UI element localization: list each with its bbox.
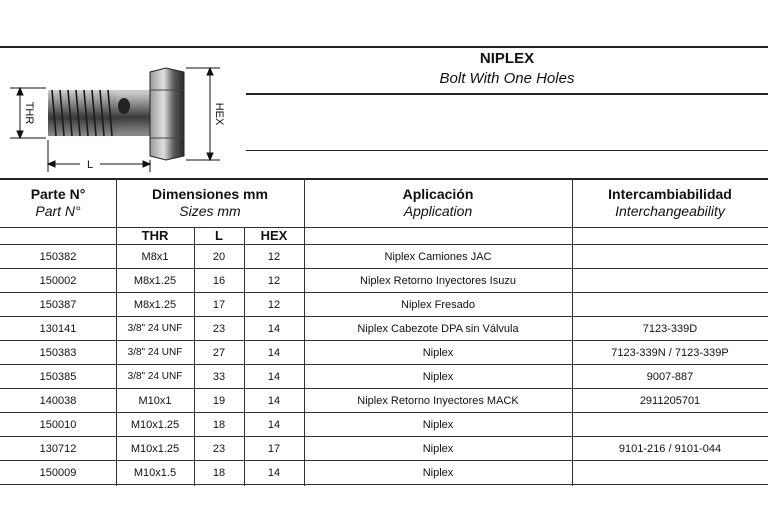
cell-thr: M8x1.25 — [133, 299, 177, 311]
product-title: NIPLEX — [479, 50, 535, 67]
cell-l: 16 — [212, 275, 226, 287]
cell-hex: 12 — [267, 299, 281, 311]
cell-inter — [572, 413, 768, 437]
cell-app: Niplex — [422, 347, 454, 359]
cell-thr: 3/8" 24 UNF — [127, 371, 183, 382]
cell-l: 18 — [212, 419, 226, 431]
header-part-number: Parte N° Part N° — [30, 186, 86, 219]
cell-app: Niplex Cabezote DPA sin Válvula — [357, 323, 519, 335]
header-application: Aplicación Application — [402, 186, 474, 219]
table-row — [0, 461, 768, 485]
cell-l: 19 — [212, 395, 226, 407]
cell-thr: M8x1 — [141, 251, 169, 263]
cell-l: 18 — [212, 467, 226, 479]
cell-app: Niplex Retorno Inyectores Isuzu — [360, 275, 516, 287]
header-rule-lower — [246, 150, 768, 151]
thr-label: THR — [23, 101, 35, 125]
cell-l: 17 — [212, 299, 226, 311]
cell-hex: 14 — [267, 419, 281, 431]
cell-inter — [572, 293, 768, 317]
cell-inter: 9101-216 / 9101-044 — [618, 443, 722, 455]
cell-app: Niplex — [422, 419, 454, 431]
top-rule — [0, 46, 768, 48]
table-row — [0, 365, 768, 389]
cell-part: 150385 — [39, 371, 77, 383]
cell-part: 150382 — [39, 251, 77, 263]
cell-inter: 2911205701 — [639, 395, 701, 407]
table-row — [0, 413, 768, 437]
subheader-l: L — [215, 228, 223, 243]
cell-app: Niplex — [422, 371, 454, 383]
cell-inter: 9007-887 — [646, 371, 694, 383]
cell-inter — [572, 245, 768, 269]
cell-hex: 17 — [267, 443, 281, 455]
cell-thr: M8x1.25 — [133, 275, 177, 287]
table-row — [0, 293, 768, 317]
cell-part: 140038 — [39, 395, 77, 407]
bolt-hex-head — [150, 68, 184, 160]
header-rule — [246, 93, 768, 95]
cell-hex: 12 — [267, 251, 281, 263]
header-dimensions: Dimensiones mm Sizes mm — [152, 186, 268, 219]
cell-app: Niplex Fresado — [401, 299, 475, 311]
cell-part: 130141 — [39, 323, 77, 335]
bolt-thread — [48, 90, 152, 136]
cell-inter: 7123-339N / 7123-339P — [611, 347, 729, 359]
cell-l: 20 — [212, 251, 226, 263]
header-interchangeability: Intercambiabilidad Interchangeability — [608, 186, 732, 219]
cell-thr: 3/8" 24 UNF — [127, 347, 183, 358]
cell-l: 23 — [212, 323, 226, 335]
l-label: L — [86, 159, 94, 171]
cell-hex: 14 — [267, 371, 281, 383]
cell-app: Niplex — [422, 467, 454, 479]
cell-part: 150010 — [39, 419, 77, 431]
cell-hex: 14 — [267, 347, 281, 359]
cell-part: 150387 — [39, 299, 77, 311]
cell-inter — [572, 461, 768, 485]
bolt-diagram — [0, 60, 240, 180]
product-subtitle: Bolt With One Holes — [439, 70, 575, 87]
cell-l: 23 — [212, 443, 226, 455]
cell-thr: M10x1.25 — [130, 443, 180, 455]
table-row — [0, 389, 768, 413]
cell-hex: 14 — [267, 323, 281, 335]
cell-thr: M10x1.25 — [130, 419, 180, 431]
row-rule — [0, 484, 768, 485]
table-row — [0, 317, 768, 341]
subheader-thr: THR — [141, 228, 169, 243]
cell-thr: 3/8" 24 UNF — [127, 323, 183, 334]
cell-hex: 14 — [267, 395, 281, 407]
table-row — [0, 437, 768, 461]
subheader-hex: HEX — [260, 228, 288, 243]
cell-part: 130712 — [39, 443, 77, 455]
cell-hex: 12 — [267, 275, 281, 287]
cell-app: Niplex Retorno Inyectores MACK — [357, 395, 519, 407]
table-row — [0, 245, 768, 269]
l-dimension — [48, 140, 150, 172]
cell-inter — [572, 269, 768, 293]
cell-part: 150002 — [39, 275, 77, 287]
bolt-hole — [118, 98, 130, 114]
cell-l: 33 — [212, 371, 226, 383]
cell-inter: 7123-339D — [642, 323, 698, 335]
cell-part: 150383 — [39, 347, 77, 359]
table-row — [0, 341, 768, 365]
cell-l: 27 — [212, 347, 226, 359]
cell-thr: M10x1 — [138, 395, 172, 407]
cell-part: 150009 — [39, 467, 77, 479]
hex-label: HEX — [213, 102, 225, 126]
cell-app: Niplex — [422, 443, 454, 455]
cell-hex: 14 — [267, 467, 281, 479]
cell-thr: M10x1.5 — [133, 467, 177, 479]
table-row — [0, 269, 768, 293]
cell-app: Niplex Camiones JAC — [384, 251, 492, 263]
